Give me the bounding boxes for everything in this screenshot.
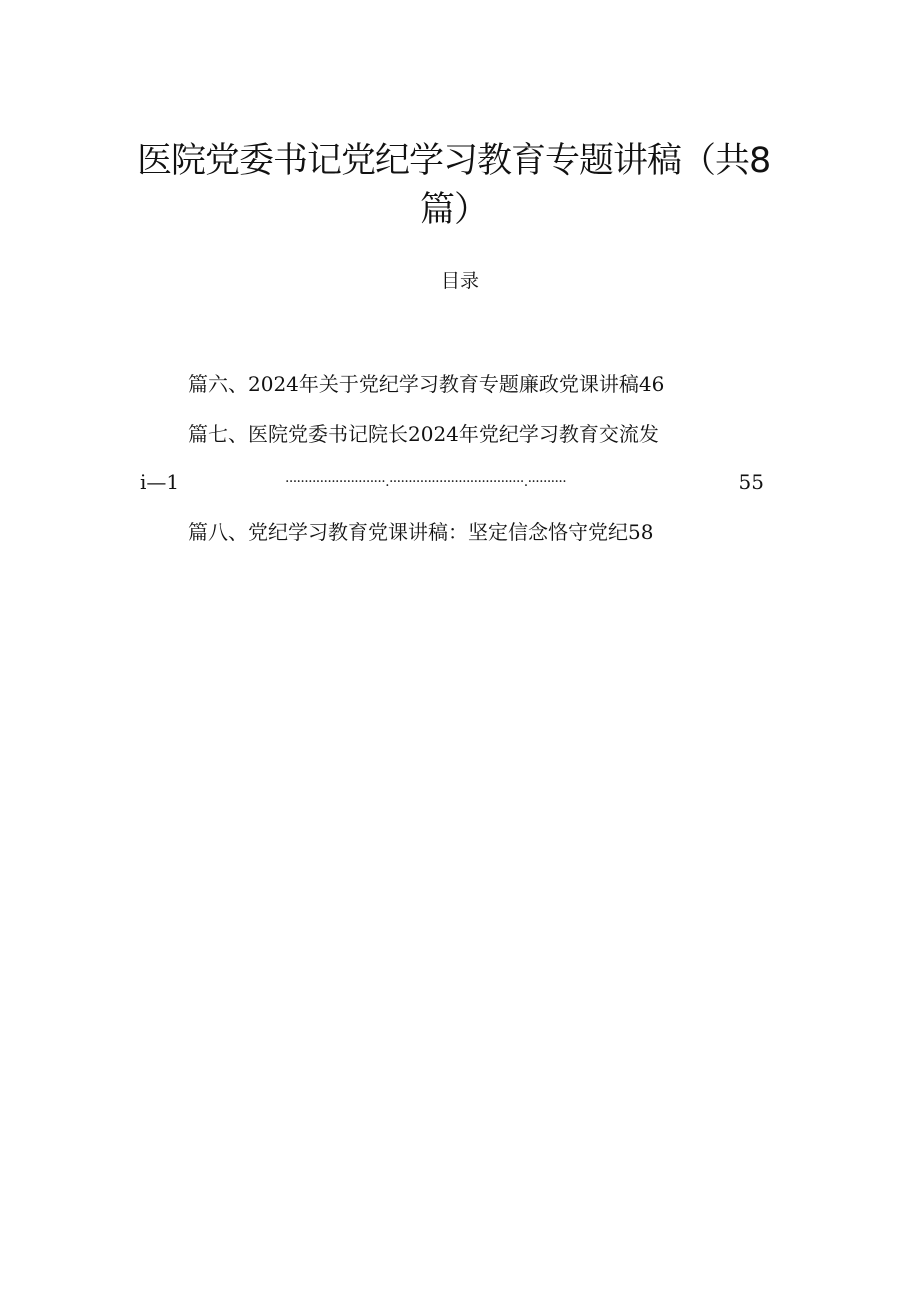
toc-entry-7-continuation-text: i—1: [140, 470, 180, 494]
toc-entry-7-page-number: 55: [738, 470, 764, 494]
document-title-line-1: 医院党委书记党纪学习教育专题讲稿（共8: [137, 141, 771, 181]
toc-entry-7[interactable]: 篇七、医院党委书记院长2024年党纪学习教育交流发: [188, 422, 659, 446]
toc-entry-8[interactable]: 篇八、党纪学习教育党课讲稿：坚定信念恪守党纪58: [188, 520, 654, 544]
toc-entry-7-continuation[interactable]: [140, 468, 764, 496]
document-title-line-2: 篇）: [420, 190, 489, 230]
toc-entry-6[interactable]: 篇六、2024年关于党纪学习教育专题廉政党课讲稿46: [188, 372, 665, 396]
toc-dot-leader: ··························.···································.··········: [285, 474, 567, 490]
toc-heading: 目录: [441, 270, 480, 292]
